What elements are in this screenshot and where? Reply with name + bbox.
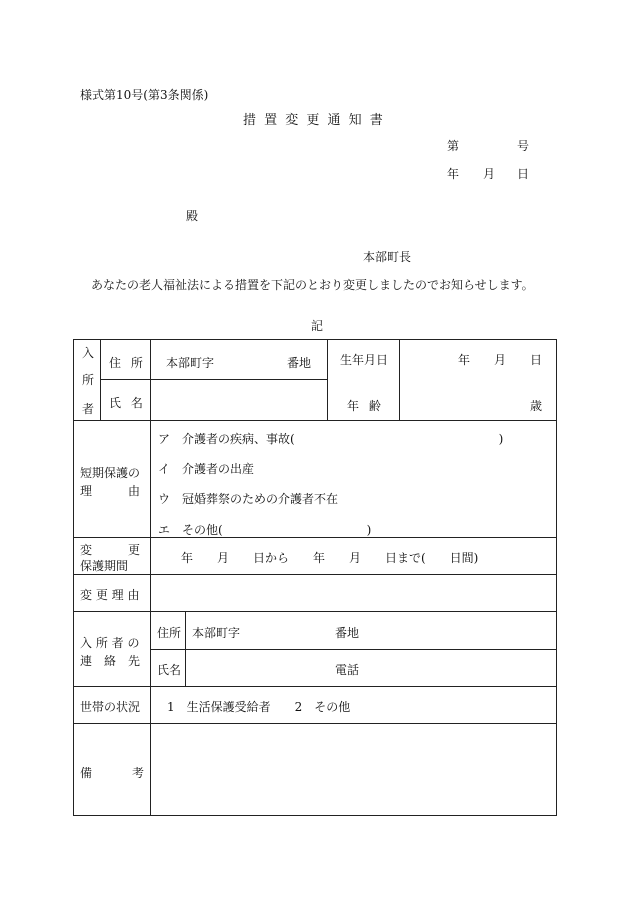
jusho-banchi: 番地 xyxy=(287,356,312,370)
notice-text: あなたの老人福祉法による措置を下記のとおり変更しましたのでお知らせします。 xyxy=(91,278,534,292)
jusho-label: 住 所 xyxy=(109,356,146,370)
reason-i: イ 介護者の出産 xyxy=(158,462,255,476)
nyusho-char-2: 所 xyxy=(81,373,94,387)
form-id: 様式第10号(第3条関係) xyxy=(80,88,209,102)
document-title: 措 置 変 更 通 知 書 xyxy=(243,113,385,128)
reason-label-1: 短期保護の xyxy=(80,466,141,480)
addressee-suffix: 殿 xyxy=(186,209,199,223)
contact-label-1: 入 所 者 の xyxy=(80,636,140,650)
nyusho-char-3: 者 xyxy=(81,402,94,416)
contact-label-2: 連 絡 先 xyxy=(80,654,141,668)
issuer: 本部町長 xyxy=(363,250,412,264)
reason-u: ウ 冠婚葬祭のための介護者不在 xyxy=(158,492,339,506)
name-label: 氏 名 xyxy=(109,396,146,410)
date-day: 日 xyxy=(517,167,530,181)
household-options: 1 生活保護受給者 2 その他 xyxy=(167,700,351,714)
period-text: 年 月 日から 年 月 日まで( 日間) xyxy=(181,551,479,565)
contact-name-label: 氏名 xyxy=(157,663,182,677)
number-go: 号 xyxy=(517,139,530,153)
ki-label: 記 xyxy=(311,319,324,333)
birth-year: 年 xyxy=(458,353,471,367)
birth-month: 月 xyxy=(494,353,507,367)
date-year: 年 xyxy=(447,167,460,181)
age-unit: 歳 xyxy=(530,399,543,413)
jusho-prefix: 本部町字 xyxy=(166,356,215,370)
number-dai: 第 xyxy=(447,139,460,153)
reason-a: ア 介護者の疾病、事故( ) xyxy=(158,432,504,446)
contact-jusho-label: 住所 xyxy=(157,626,182,640)
reason-label-2: 理 由 xyxy=(80,484,141,498)
remarks-label-1: 備 xyxy=(80,766,93,780)
household-label: 世帯の状況 xyxy=(80,700,141,714)
age-label: 年 齢 xyxy=(347,399,384,413)
remarks-label-2: 考 xyxy=(132,766,145,780)
change-reason-label: 変 更 理 由 xyxy=(80,588,140,602)
reason-e: エ その他( ) xyxy=(158,523,372,537)
birth-day: 日 xyxy=(530,353,543,367)
contact-banchi: 番地 xyxy=(335,626,360,640)
contact-phone: 電話 xyxy=(335,663,360,677)
contact-jusho-prefix: 本部町字 xyxy=(192,626,241,640)
period-label-1: 変 更 xyxy=(80,543,141,557)
date-month: 月 xyxy=(483,167,496,181)
period-label-2: 保護期間 xyxy=(80,559,129,573)
nyusho-char-1: 入 xyxy=(81,346,94,360)
birth-label: 生年月日 xyxy=(340,353,389,367)
